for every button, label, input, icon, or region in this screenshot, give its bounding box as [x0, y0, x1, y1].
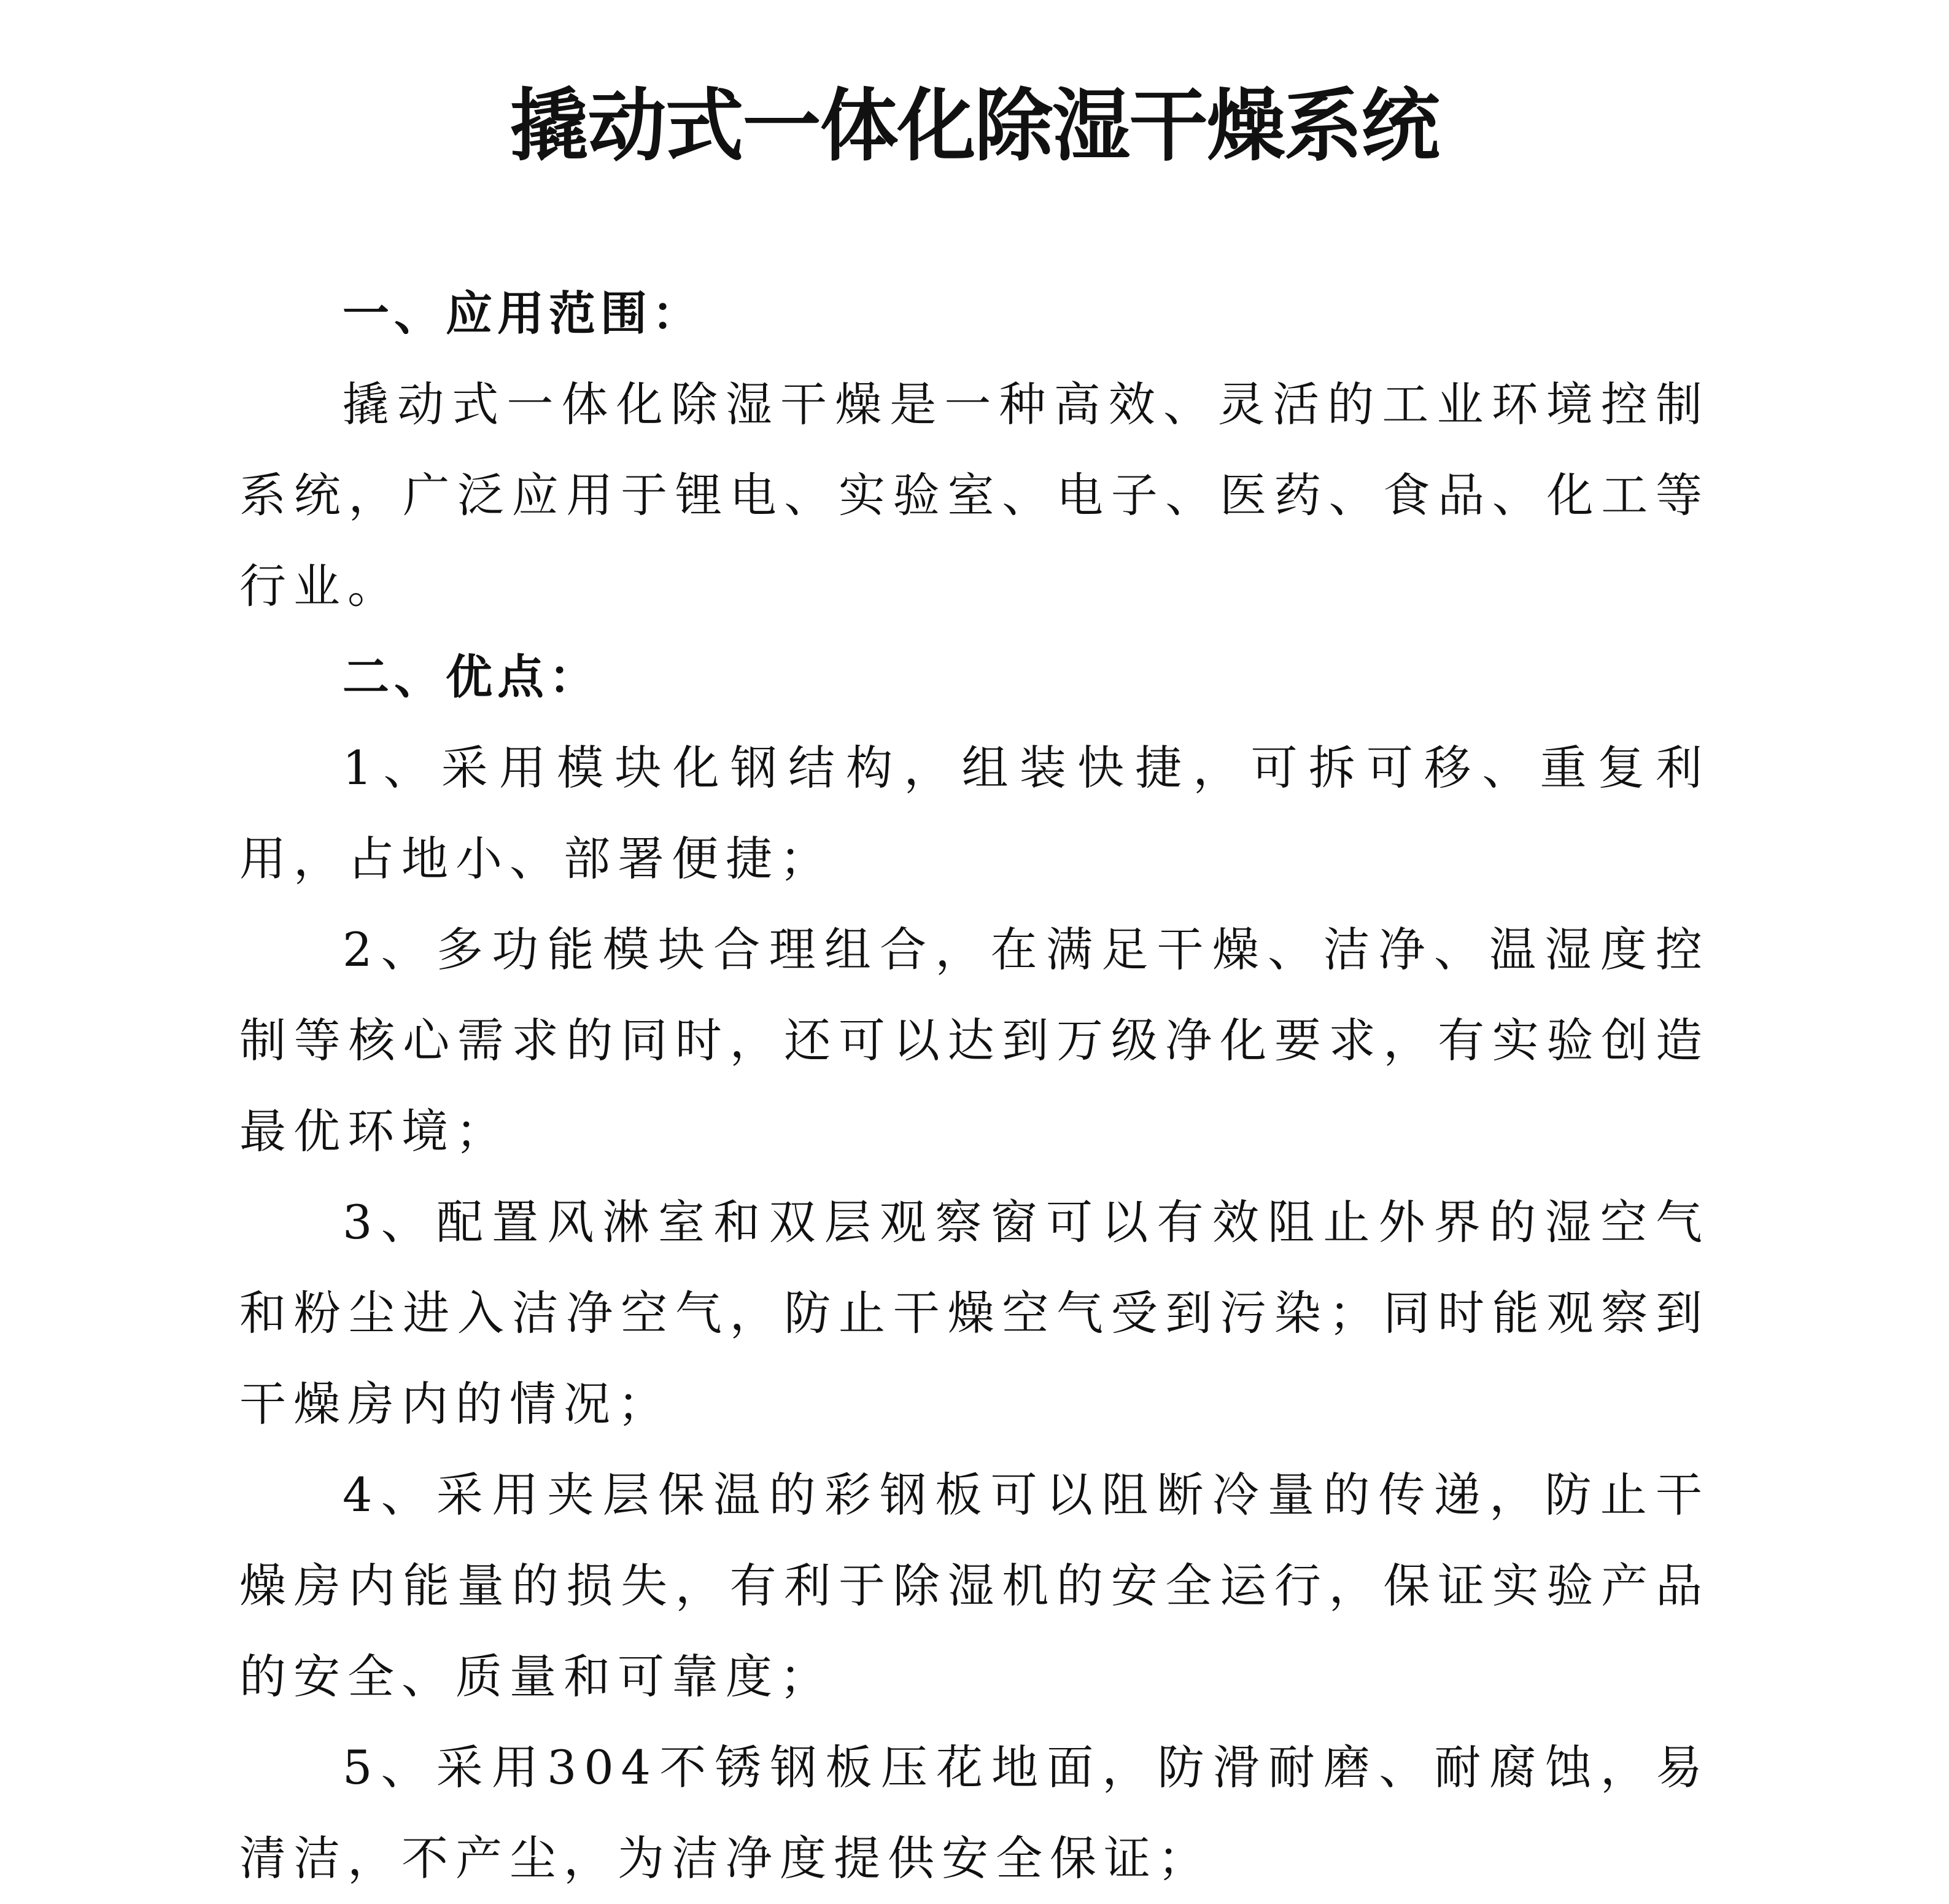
paragraph-advantage-2: 2、多功能模块合理组合，在满足干燥、洁净、温湿度控制等核心需求的同时，还可以达到万级净化要求，有实验创造最优环境； — [239, 922, 1710, 1159]
document-body — [239, 268, 1710, 1904]
paragraph-advantage-3: 3、配置风淋室和双层观察窗可以有效阻止外界的湿空气和粉尘进入洁净空气，防止干燥空气受到污染；同时能观察到干燥房内的情况； — [239, 1195, 1710, 1431]
section-heading-scope: 一、应用范围： — [343, 286, 703, 341]
paragraph-advantage-1: 1、采用模块化钢结构，组装快捷，可拆可移、重复利用，占地小、部署便捷； — [239, 740, 1710, 886]
paragraph-advantage-4: 4、采用夹层保温的彩钢板可以阻断冷量的传递，防止干燥房内能量的损失，有利于除湿机的安全运行，保证实验产品的安全、质量和可靠度； — [239, 1467, 1710, 1704]
paragraph-scope: 撬动式一体化除湿干燥是一种高效、灵活的工业环境控制系统，广泛应用于锂电、实验室、电子、医药、食品、化工等行业。 — [239, 377, 1710, 613]
section-heading-advantages: 二、优点： — [343, 650, 600, 704]
document-title: 撬动式一体化除湿干燥系统 — [510, 80, 1439, 172]
paragraph-advantage-5: 5、采用304不锈钢板压花地面，防滑耐磨、耐腐蚀，易清洁，不产尘，为洁净度提供安全保证； — [239, 1740, 1710, 1886]
